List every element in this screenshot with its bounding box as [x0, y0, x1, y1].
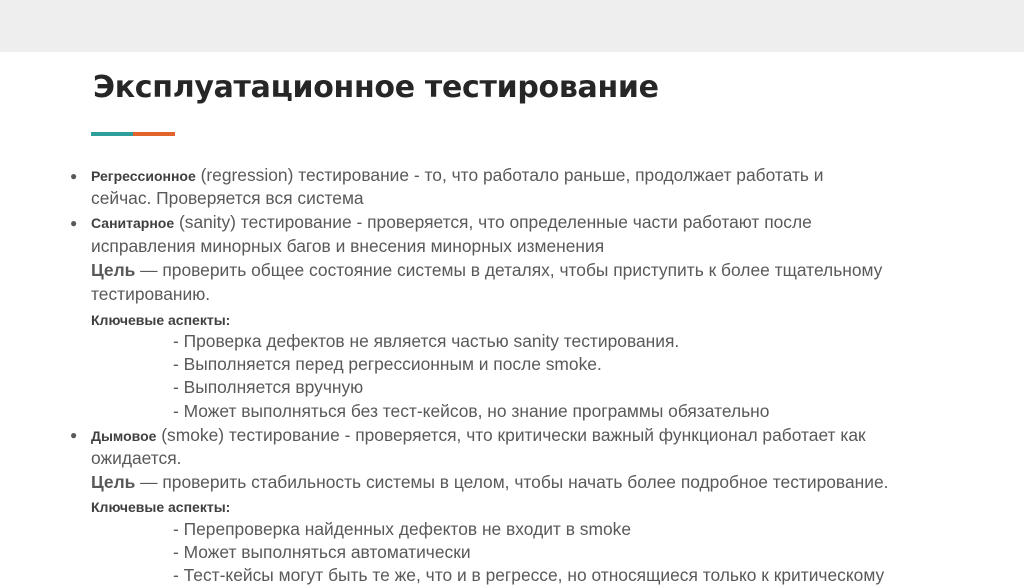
regression-line-1: [91, 164, 824, 187]
top-bar: [0, 0, 1024, 52]
sanity-aspect-item: - Проверка дефектов не является частью sanity тестирования.: [173, 331, 680, 351]
slide-title: Эксплуатационное тестирование: [93, 70, 659, 105]
regression-term: Регрессионное: [91, 168, 196, 184]
smoke-line-1: [91, 424, 866, 447]
bullet-icon: ●: [70, 428, 78, 442]
sanity-goal-label: Цель: [91, 260, 136, 280]
regression-text-1: (regression) тестирование - то, что работало раньше, продолжает работать и: [195, 165, 824, 185]
bullet-icon: ●: [70, 216, 78, 230]
sanity-line-1: [91, 211, 812, 234]
sanity-aspects-label: Ключевые аспекты:: [91, 312, 231, 328]
slide: [0, 52, 1024, 585]
smoke-aspect-item: - Перепроверка найденных дефектов не входит в smoke: [173, 519, 632, 539]
smoke-goal-text: — проверить стабильность системы в целом, чтобы начать более подробное тестирование.: [135, 472, 889, 492]
sanity-goal-text: — проверить общее состояние системы в деталях, чтобы приступить к более тщательному: [135, 260, 883, 280]
accent-bar-teal: [91, 132, 133, 136]
sanity-aspect-item: - Может выполняться без тест-кейсов, но знание программы обязательно: [173, 401, 770, 421]
regression-line-2: сейчас. Проверяется вся система: [91, 188, 364, 208]
sanity-goal-line-2: тестированию.: [91, 284, 211, 304]
sanity-goal-line-1: [91, 259, 882, 281]
sanity-term: Санитарное: [91, 215, 175, 231]
sanity-line-2: исправления минорных багов и внесения минорных изменения: [91, 236, 605, 256]
sanity-aspect-item: - Выполняется перед регрессионным и после smoke.: [173, 354, 602, 374]
smoke-line-2: ожидается.: [91, 448, 182, 468]
sanity-text-1: (sanity) тестирование - проверяется, что определенные части работают после: [174, 212, 812, 232]
smoke-term: Дымовое: [91, 428, 157, 444]
smoke-goal-line-1: [91, 471, 888, 493]
smoke-aspects-label: Ключевые аспекты:: [91, 499, 231, 515]
sanity-aspect-item: - Выполняется вручную: [173, 377, 364, 397]
smoke-aspect-item: - Может выполняться автоматически: [173, 542, 471, 562]
smoke-goal-label: Цель: [91, 472, 136, 492]
bullet-icon: ●: [70, 169, 78, 183]
accent-bar-orange: [133, 132, 175, 136]
smoke-text-1: (smoke) тестирование - проверяется, что критически важный функционал работает как: [156, 425, 866, 445]
smoke-aspect-item: - Тест-кейсы могут быть те же, что и в регрессе, но относящиеся только к критическому: [173, 565, 885, 585]
